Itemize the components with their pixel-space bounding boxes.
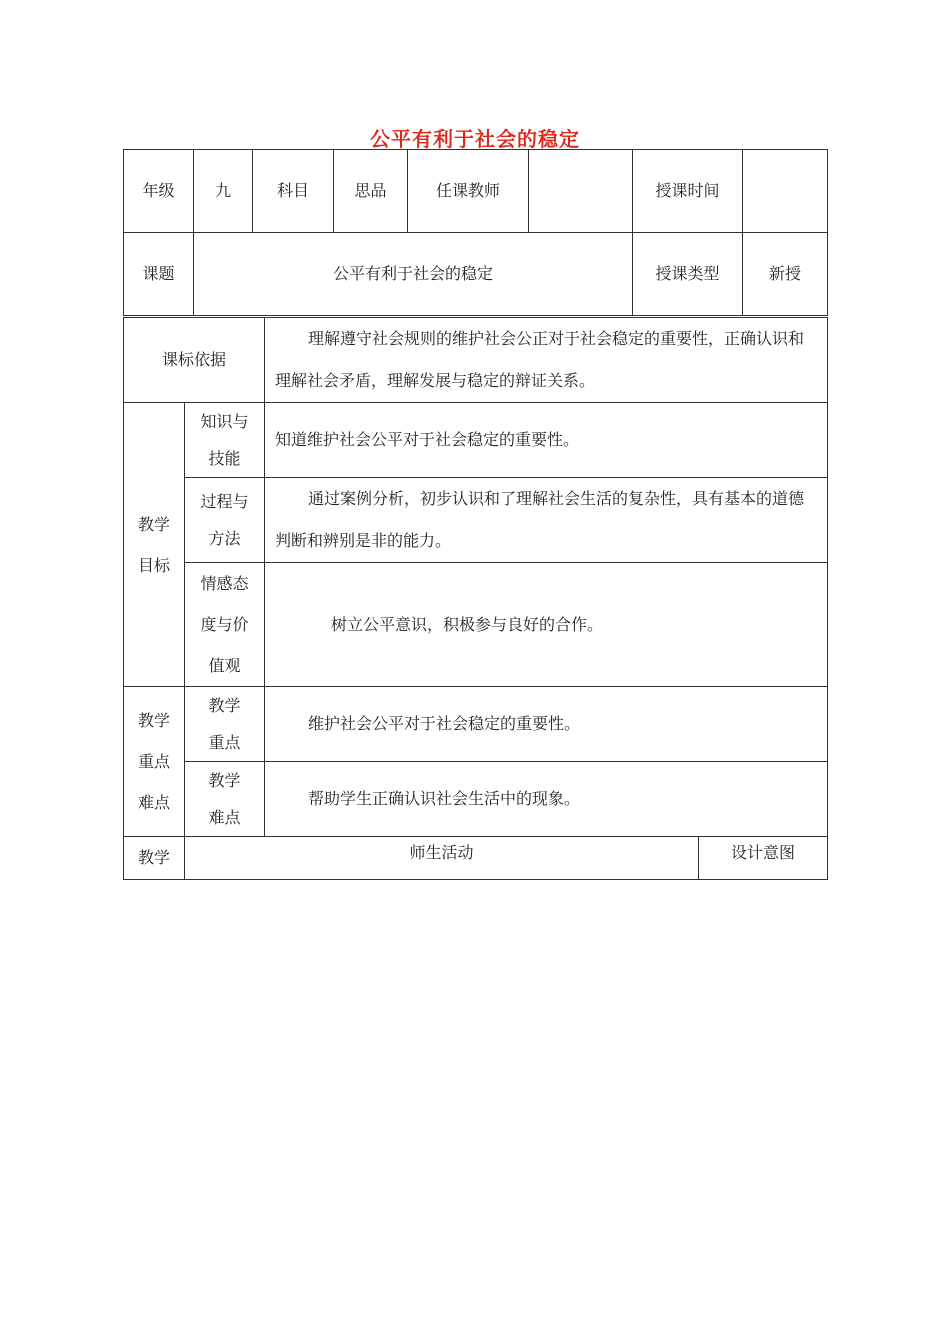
goal-attitude-text: 树立公平意识，积极参与良好的合作。: [265, 563, 828, 687]
goal-row-knowledge: [124, 403, 828, 478]
intent-label: 设计意图: [699, 837, 828, 880]
basis-row: [124, 318, 828, 403]
process-label: 教学: [124, 837, 185, 880]
type-value: 新授: [743, 233, 828, 316]
grade-value: 九: [194, 150, 253, 233]
lesson-body-table: [123, 317, 828, 880]
subject-value: 思品: [334, 150, 408, 233]
goal-row-process: [124, 478, 828, 563]
basis-text: 理解遵守社会规则的维护社会公正对于社会稳定的重要性，正确认识和理解社会矛盾，理解发展与稳定的辩证关系。: [265, 318, 828, 403]
goal-knowledge-text: 知道维护社会公平对于社会稳定的重要性。: [265, 403, 828, 478]
key-point-label: 教学 重点: [185, 687, 265, 762]
difficult-point-row: [124, 762, 828, 837]
header-row-1: [124, 150, 828, 233]
process-header-row: [124, 837, 828, 880]
teacher-value: [529, 150, 633, 233]
type-label: 授课类型: [633, 233, 743, 316]
goal-attitude-label: 情感态 度与价 值观: [185, 563, 265, 687]
goals-label: 教学 目标: [124, 403, 185, 687]
time-value: [743, 150, 828, 233]
goal-row-attitude: [124, 563, 828, 687]
teacher-label: 任课教师: [408, 150, 529, 233]
activity-label: 师生活动: [185, 837, 699, 880]
lesson-header-table: [123, 149, 828, 316]
time-label: 授课时间: [633, 150, 743, 233]
difficult-point-label: 教学 难点: [185, 762, 265, 837]
basis-label: 课标依据: [124, 318, 265, 403]
key-point-text: 维护社会公平对于社会稳定的重要性。: [265, 687, 828, 762]
grade-label: 年级: [124, 150, 194, 233]
goal-process-text: 通过案例分析，初步认识和了理解社会生活的复杂性，具有基本的道德判断和辨别是非的能力。: [265, 478, 828, 563]
goal-process-label: 过程与 方法: [185, 478, 265, 563]
page-title: 公平有利于社会的稳定: [370, 127, 580, 151]
difficult-point-text: 帮助学生正确认识社会生活中的现象。: [265, 762, 828, 837]
goal-knowledge-label: 知识与 技能: [185, 403, 265, 478]
topic-value: 公平有利于社会的稳定: [194, 233, 633, 316]
topic-label: 课题: [124, 233, 194, 316]
header-row-2: [124, 233, 828, 316]
key-point-row: [124, 687, 828, 762]
subject-label: 科目: [253, 150, 334, 233]
focus-label: 教学 重点 难点: [124, 687, 185, 837]
